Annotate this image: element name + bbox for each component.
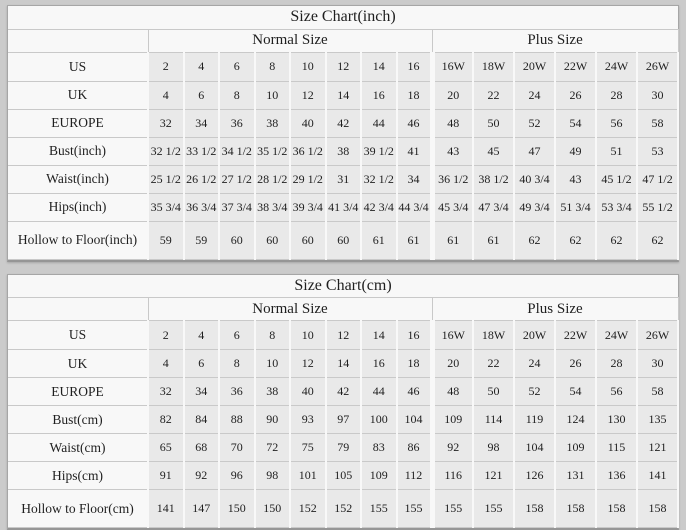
data-cell: 6 — [184, 81, 220, 109]
data-cell: 16 — [397, 52, 433, 81]
title-row — [8, 275, 678, 298]
data-cell: 6 — [219, 52, 255, 81]
data-cell: 155 — [432, 490, 473, 528]
data-cell: 36 1/2 — [432, 165, 473, 193]
data-cell: 12 — [290, 81, 326, 109]
data-cell: 59 — [148, 221, 184, 259]
data-cell: 46 — [397, 109, 433, 137]
data-cell: 43 — [555, 165, 596, 193]
data-cell: 93 — [290, 406, 326, 434]
data-cell: 8 — [219, 350, 255, 378]
data-cell: 28 — [596, 350, 637, 378]
data-cell: 62 — [596, 221, 637, 259]
data-cell: 44 — [361, 109, 397, 137]
data-cell: 59 — [184, 221, 220, 259]
data-cell: 20 — [432, 350, 473, 378]
data-cell: 155 — [361, 490, 397, 528]
data-cell: 44 3/4 — [397, 193, 433, 221]
table-row — [8, 434, 678, 462]
data-cell: 30 — [637, 350, 678, 378]
data-cell: 6 — [219, 321, 255, 350]
row-label: Hollow to Floor(cm) — [8, 490, 148, 528]
data-cell: 14 — [326, 350, 362, 378]
data-cell: 61 — [397, 221, 433, 259]
data-cell: 56 — [596, 109, 637, 137]
data-cell: 12 — [326, 52, 362, 81]
data-cell: 12 — [326, 321, 362, 350]
data-cell: 33 1/2 — [184, 137, 220, 165]
data-cell: 10 — [255, 81, 291, 109]
data-cell: 41 3/4 — [326, 193, 362, 221]
data-cell: 104 — [397, 406, 433, 434]
data-cell: 8 — [255, 52, 291, 81]
data-cell: 62 — [555, 221, 596, 259]
data-cell: 47 1/2 — [637, 165, 678, 193]
data-cell: 75 — [290, 434, 326, 462]
data-cell: 26W — [637, 321, 678, 350]
data-cell: 60 — [290, 221, 326, 259]
data-cell: 130 — [596, 406, 637, 434]
data-cell: 62 — [637, 221, 678, 259]
size-chart-cm-table — [8, 275, 679, 529]
data-cell: 70 — [219, 434, 255, 462]
data-cell: 4 — [184, 52, 220, 81]
table-title: Size Chart(inch) — [8, 6, 678, 29]
row-label: Hips(cm) — [8, 462, 148, 490]
data-cell: 43 — [432, 137, 473, 165]
data-cell: 104 — [514, 434, 555, 462]
data-cell: 26 — [555, 81, 596, 109]
data-cell: 155 — [397, 490, 433, 528]
data-cell: 97 — [326, 406, 362, 434]
data-cell: 50 — [473, 378, 514, 406]
row-label: Hollow to Floor(inch) — [8, 221, 148, 259]
data-cell: 30 — [637, 81, 678, 109]
data-cell: 10 — [255, 350, 291, 378]
table-row — [8, 137, 678, 165]
row-label: EUROPE — [8, 378, 148, 406]
data-cell: 45 — [473, 137, 514, 165]
data-cell: 51 — [596, 137, 637, 165]
data-cell: 24W — [596, 321, 637, 350]
data-cell: 26W — [637, 52, 678, 81]
data-cell: 150 — [219, 490, 255, 528]
data-cell: 45 3/4 — [432, 193, 473, 221]
data-cell: 158 — [555, 490, 596, 528]
column-group-row — [8, 29, 678, 52]
data-cell: 61 — [361, 221, 397, 259]
data-cell: 112 — [397, 462, 433, 490]
data-cell: 141 — [148, 490, 184, 528]
data-cell: 136 — [596, 462, 637, 490]
data-cell: 44 — [361, 378, 397, 406]
data-cell: 32 1/2 — [361, 165, 397, 193]
data-cell: 48 — [432, 109, 473, 137]
data-cell: 42 3/4 — [361, 193, 397, 221]
data-cell: 109 — [432, 406, 473, 434]
data-cell: 20W — [514, 52, 555, 81]
data-cell: 60 — [326, 221, 362, 259]
data-cell: 61 — [473, 221, 514, 259]
data-cell: 109 — [555, 434, 596, 462]
data-cell: 91 — [148, 462, 184, 490]
data-cell: 42 — [326, 378, 362, 406]
data-cell: 60 — [219, 221, 255, 259]
data-cell: 58 — [637, 109, 678, 137]
data-cell: 84 — [184, 406, 220, 434]
data-cell: 16W — [432, 52, 473, 81]
data-cell: 41 — [397, 137, 433, 165]
data-cell: 36 1/2 — [290, 137, 326, 165]
data-cell: 114 — [473, 406, 514, 434]
data-cell: 24 — [514, 81, 555, 109]
data-cell: 2 — [148, 52, 184, 81]
data-cell: 22 — [473, 350, 514, 378]
data-cell: 28 1/2 — [255, 165, 291, 193]
table-row — [8, 462, 678, 490]
table-row — [8, 165, 678, 193]
data-cell: 116 — [432, 462, 473, 490]
table-row — [8, 193, 678, 221]
data-cell: 131 — [555, 462, 596, 490]
normal-size-header: Normal Size — [148, 29, 432, 52]
plus-size-header: Plus Size — [432, 298, 678, 321]
table-row — [8, 378, 678, 406]
data-cell: 16 — [397, 321, 433, 350]
table-row — [8, 490, 678, 528]
data-cell: 119 — [514, 406, 555, 434]
data-cell: 35 3/4 — [148, 193, 184, 221]
table-row — [8, 221, 678, 259]
data-cell: 90 — [255, 406, 291, 434]
data-cell: 105 — [326, 462, 362, 490]
data-cell: 25 1/2 — [148, 165, 184, 193]
data-cell: 121 — [473, 462, 514, 490]
data-cell: 38 — [255, 109, 291, 137]
data-cell: 47 — [514, 137, 555, 165]
data-cell: 22W — [555, 321, 596, 350]
data-cell: 52 — [514, 378, 555, 406]
data-cell: 34 — [184, 378, 220, 406]
data-cell: 96 — [219, 462, 255, 490]
data-cell: 42 — [326, 109, 362, 137]
data-cell: 38 — [326, 137, 362, 165]
data-cell: 34 — [397, 165, 433, 193]
data-cell: 54 — [555, 109, 596, 137]
data-cell: 150 — [255, 490, 291, 528]
data-cell: 152 — [290, 490, 326, 528]
data-cell: 37 3/4 — [219, 193, 255, 221]
data-cell: 72 — [255, 434, 291, 462]
data-cell: 39 1/2 — [361, 137, 397, 165]
data-cell: 50 — [473, 109, 514, 137]
corner-cell — [8, 298, 148, 321]
data-cell: 2 — [148, 321, 184, 350]
data-cell: 53 — [637, 137, 678, 165]
table-row — [8, 52, 678, 81]
plus-size-header: Plus Size — [432, 29, 678, 52]
data-cell: 27 1/2 — [219, 165, 255, 193]
corner-cell — [8, 29, 148, 52]
data-cell: 121 — [637, 434, 678, 462]
row-label: Bust(cm) — [8, 406, 148, 434]
data-cell: 32 — [148, 109, 184, 137]
data-cell: 29 1/2 — [290, 165, 326, 193]
data-cell: 60 — [255, 221, 291, 259]
data-cell: 36 — [219, 378, 255, 406]
title-row — [8, 6, 678, 29]
data-cell: 48 — [432, 378, 473, 406]
data-cell: 14 — [326, 81, 362, 109]
data-cell: 4 — [184, 321, 220, 350]
data-cell: 46 — [397, 378, 433, 406]
data-cell: 92 — [432, 434, 473, 462]
column-group-row — [8, 298, 678, 321]
data-cell: 40 — [290, 378, 326, 406]
data-cell: 28 — [596, 81, 637, 109]
data-cell: 65 — [148, 434, 184, 462]
normal-size-header: Normal Size — [148, 298, 432, 321]
data-cell: 47 3/4 — [473, 193, 514, 221]
data-cell: 82 — [148, 406, 184, 434]
row-label: Hips(inch) — [8, 193, 148, 221]
data-cell: 10 — [290, 52, 326, 81]
row-label: UK — [8, 350, 148, 378]
data-cell: 49 3/4 — [514, 193, 555, 221]
data-cell: 88 — [219, 406, 255, 434]
data-cell: 101 — [290, 462, 326, 490]
data-cell: 34 1/2 — [219, 137, 255, 165]
data-cell: 38 3/4 — [255, 193, 291, 221]
data-cell: 141 — [637, 462, 678, 490]
data-cell: 152 — [326, 490, 362, 528]
data-cell: 52 — [514, 109, 555, 137]
data-cell: 98 — [255, 462, 291, 490]
data-cell: 62 — [514, 221, 555, 259]
data-cell: 54 — [555, 378, 596, 406]
row-label: EUROPE — [8, 109, 148, 137]
data-cell: 147 — [184, 490, 220, 528]
data-cell: 158 — [596, 490, 637, 528]
data-cell: 18 — [397, 350, 433, 378]
data-cell: 31 — [326, 165, 362, 193]
data-cell: 109 — [361, 462, 397, 490]
row-label: Waist(inch) — [8, 165, 148, 193]
data-cell: 53 3/4 — [596, 193, 637, 221]
data-cell: 115 — [596, 434, 637, 462]
data-cell: 36 — [219, 109, 255, 137]
data-cell: 20 — [432, 81, 473, 109]
row-label: US — [8, 52, 148, 81]
data-cell: 18 — [397, 81, 433, 109]
row-label: Waist(cm) — [8, 434, 148, 462]
table-row — [8, 81, 678, 109]
data-cell: 40 — [290, 109, 326, 137]
data-cell: 20W — [514, 321, 555, 350]
data-cell: 58 — [637, 378, 678, 406]
data-cell: 8 — [219, 81, 255, 109]
data-cell: 4 — [148, 350, 184, 378]
data-cell: 8 — [255, 321, 291, 350]
data-cell: 22 — [473, 81, 514, 109]
data-cell: 14 — [361, 52, 397, 81]
data-cell: 16 — [361, 81, 397, 109]
data-cell: 24 — [514, 350, 555, 378]
data-cell: 158 — [514, 490, 555, 528]
data-cell: 92 — [184, 462, 220, 490]
data-cell: 38 — [255, 378, 291, 406]
data-cell: 6 — [184, 350, 220, 378]
row-label: UK — [8, 81, 148, 109]
data-cell: 35 1/2 — [255, 137, 291, 165]
table-row — [8, 406, 678, 434]
table-row — [8, 321, 678, 350]
data-cell: 135 — [637, 406, 678, 434]
data-cell: 98 — [473, 434, 514, 462]
size-chart-inch — [7, 5, 679, 262]
data-cell: 36 3/4 — [184, 193, 220, 221]
data-cell: 18W — [473, 321, 514, 350]
data-cell: 155 — [473, 490, 514, 528]
data-cell: 38 1/2 — [473, 165, 514, 193]
data-cell: 126 — [514, 462, 555, 490]
data-cell: 39 3/4 — [290, 193, 326, 221]
data-cell: 61 — [432, 221, 473, 259]
size-chart-inch-table — [8, 6, 679, 260]
data-cell: 83 — [361, 434, 397, 462]
data-cell: 32 1/2 — [148, 137, 184, 165]
data-cell: 68 — [184, 434, 220, 462]
data-cell: 124 — [555, 406, 596, 434]
data-cell: 49 — [555, 137, 596, 165]
data-cell: 56 — [596, 378, 637, 406]
row-label: US — [8, 321, 148, 350]
data-cell: 16W — [432, 321, 473, 350]
data-cell: 12 — [290, 350, 326, 378]
data-cell: 100 — [361, 406, 397, 434]
data-cell: 158 — [637, 490, 678, 528]
row-label: Bust(inch) — [8, 137, 148, 165]
data-cell: 26 1/2 — [184, 165, 220, 193]
data-cell: 79 — [326, 434, 362, 462]
table-title: Size Chart(cm) — [8, 275, 678, 298]
data-cell: 10 — [290, 321, 326, 350]
data-cell: 55 1/2 — [637, 193, 678, 221]
data-cell: 51 3/4 — [555, 193, 596, 221]
table-row — [8, 109, 678, 137]
data-cell: 4 — [148, 81, 184, 109]
data-cell: 34 — [184, 109, 220, 137]
data-cell: 16 — [361, 350, 397, 378]
data-cell: 24W — [596, 52, 637, 81]
data-cell: 45 1/2 — [596, 165, 637, 193]
size-chart-cm — [7, 274, 679, 530]
data-cell: 86 — [397, 434, 433, 462]
data-cell: 26 — [555, 350, 596, 378]
data-cell: 22W — [555, 52, 596, 81]
data-cell: 14 — [361, 321, 397, 350]
data-cell: 32 — [148, 378, 184, 406]
data-cell: 40 3/4 — [514, 165, 555, 193]
data-cell: 18W — [473, 52, 514, 81]
table-row — [8, 350, 678, 378]
